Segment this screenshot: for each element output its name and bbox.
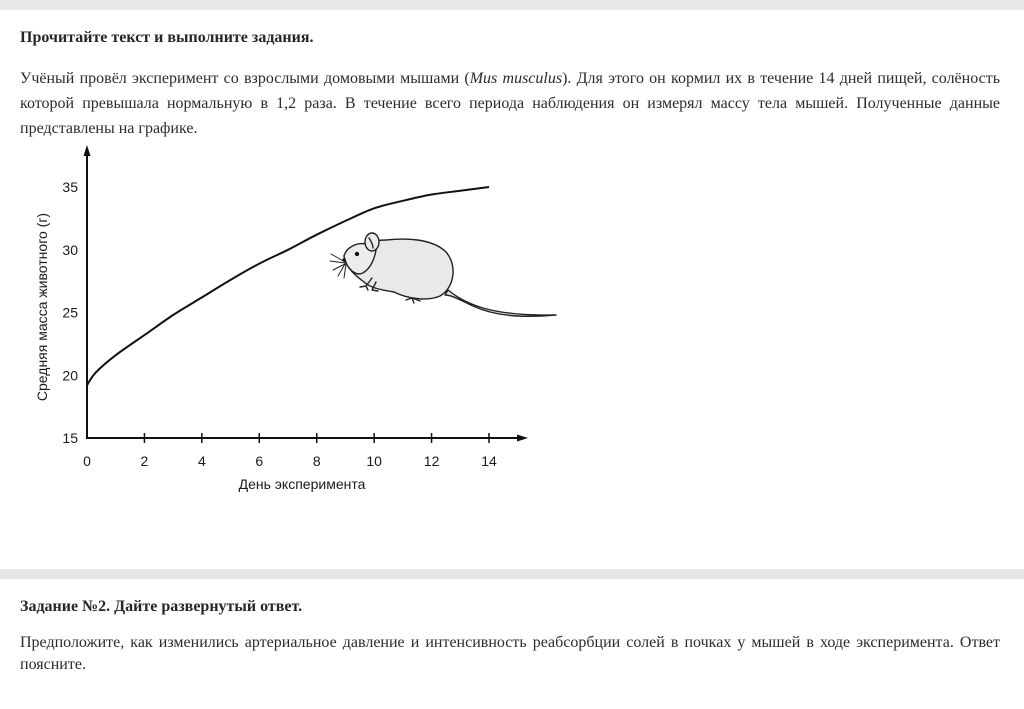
mouse-eye	[355, 252, 359, 256]
y-axis-label: Средняя масса животного (г)	[34, 212, 50, 402]
task-text	[20, 66, 1000, 141]
x-tick-label: 12	[423, 453, 440, 469]
x-tick-label: 14	[481, 453, 497, 469]
task-heading: Прочитайте текст и выполните задания.	[20, 29, 314, 46]
mouse-whiskers	[330, 254, 346, 278]
task2-heading: Задание №2. Дайте развернутый ответ.	[20, 598, 303, 615]
y-tick-label: 20	[62, 367, 78, 384]
y-tick-label: 15	[62, 430, 78, 446]
x-axis-arrow	[517, 435, 528, 442]
species-name: Mus musculus	[469, 70, 563, 87]
x-tick-label: 6	[255, 453, 264, 469]
mouse-illustration	[330, 233, 556, 316]
x-tick-label: 4	[197, 453, 206, 469]
x-tick-label: 10	[366, 453, 382, 469]
top-separator	[0, 0, 1024, 10]
y-ticks	[62, 179, 78, 446]
mass-chart	[0, 140, 600, 500]
section-separator	[0, 569, 1024, 579]
y-axis-arrow	[84, 145, 91, 156]
y-tick-label: 30	[62, 241, 78, 258]
x-tick-label: 0	[83, 453, 91, 469]
y-tick-label: 35	[62, 179, 78, 195]
mouse-tail	[445, 290, 556, 316]
x-axis-label: День эксперимента	[238, 476, 366, 492]
task2-text: Предположите, как изменились артериальное давление и интенсивность реабсорбции солей в почках у мышей в ходе эксперимента. Ответ поясните.	[20, 634, 1000, 673]
x-tick-label: 8	[312, 453, 321, 469]
y-tick-label: 25	[62, 304, 78, 321]
task-text-before: Учёный провёл эксперимент со взрослыми домовыми мышами (	[20, 70, 470, 87]
task-text-after: ). Для этого он кормил их в течение 14 дней пищей, солёность которой превышала нормальную в 1,2 раза. В течение всего периода наблюдения он измерял массу тела мышей. Полученные данные представлены на графике.	[20, 70, 1001, 137]
x-tick-label: 2	[140, 453, 149, 469]
